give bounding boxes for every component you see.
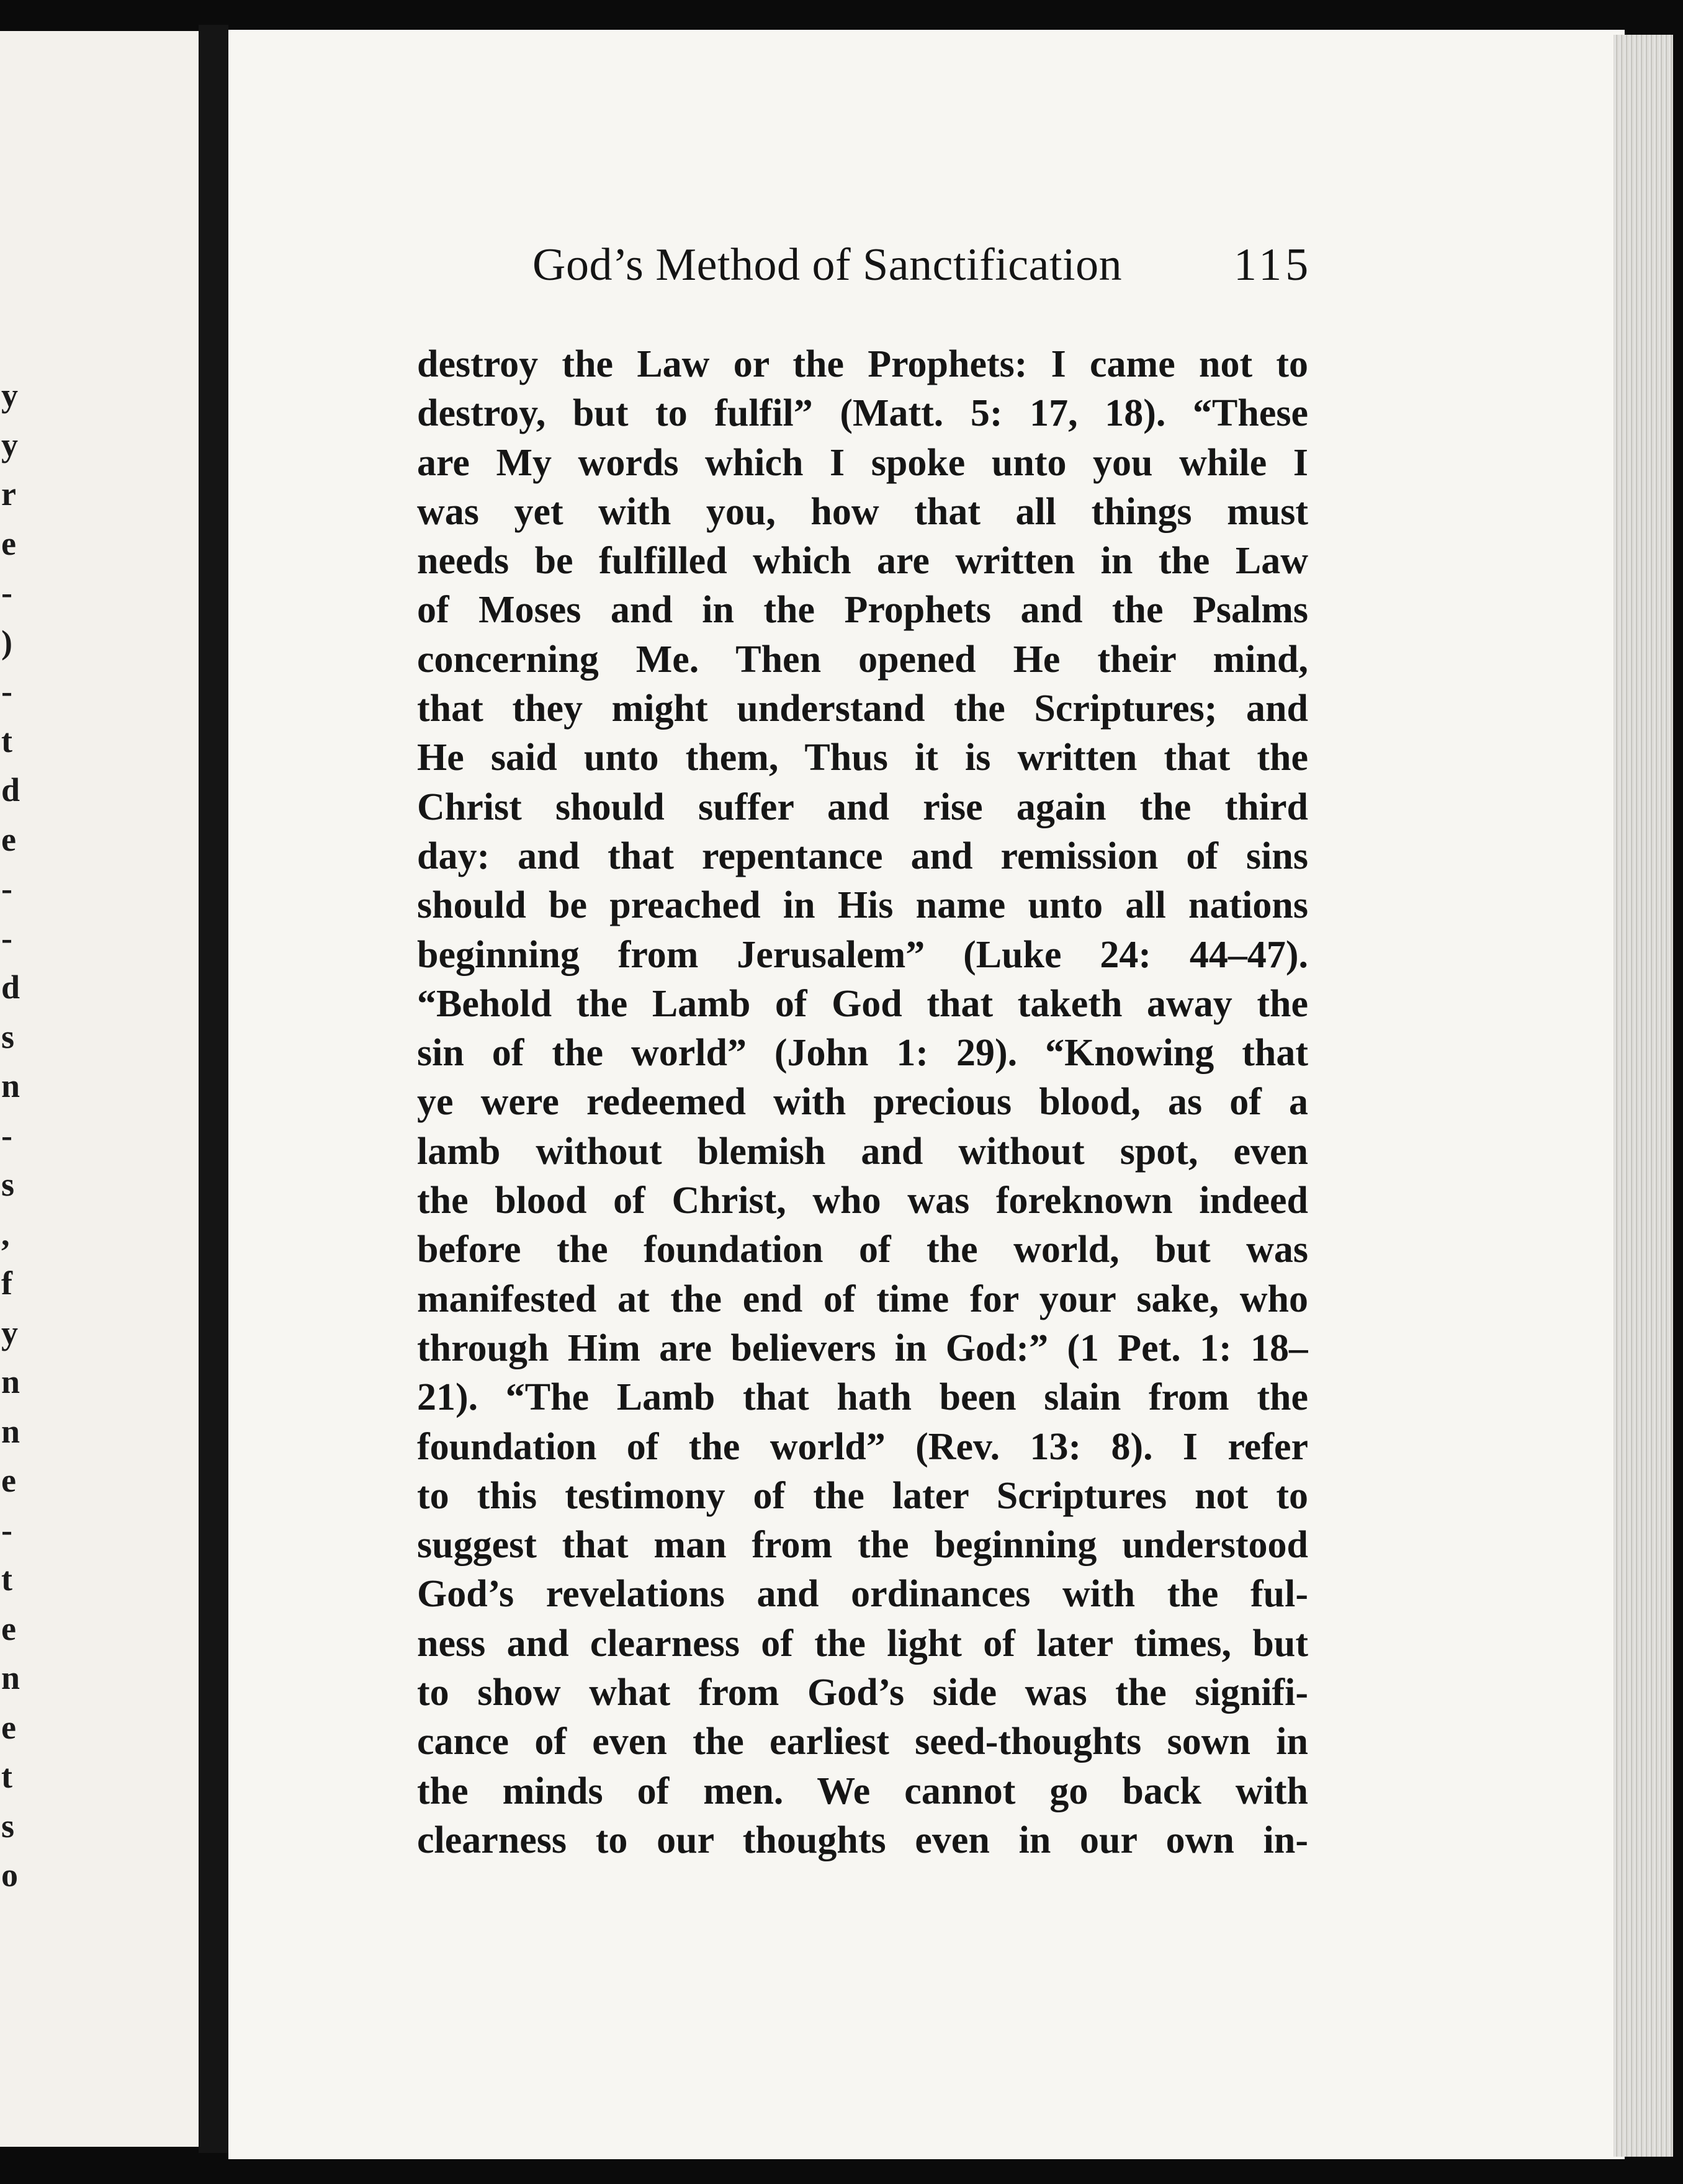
text-line: was yet with you, how that all things must bbox=[417, 490, 1308, 533]
text-line: concerning Me. Then opened He their mind, bbox=[417, 638, 1308, 681]
left-margin-char: - bbox=[1, 673, 12, 710]
left-margin-char: e bbox=[1, 1462, 16, 1499]
left-margin-char: o bbox=[1, 1856, 18, 1894]
left-margin-char: s bbox=[1, 1018, 15, 1055]
text-line: day: and that repentance and remission of sins bbox=[417, 835, 1308, 877]
text-line: the blood of Christ, who was foreknown indeed bbox=[417, 1179, 1308, 1222]
text-line: the minds of men. We cannot go back with bbox=[417, 1770, 1308, 1812]
text-line: manifested at the end of time for your sake, who bbox=[417, 1278, 1308, 1320]
left-margin-char: n bbox=[1, 1412, 20, 1450]
text-line: ye were redeemed with precious blood, as of a bbox=[417, 1081, 1308, 1124]
text-line: suggest that man from the beginning understood bbox=[417, 1524, 1308, 1567]
body-text bbox=[417, 340, 1308, 1865]
left-margin-char: y bbox=[1, 377, 18, 414]
text-line: to this testimony of the later Scriptures not to bbox=[417, 1474, 1308, 1517]
text-line: that they might understand the Scriptures; and bbox=[417, 687, 1308, 730]
text-line: cance of even the earliest seed-thoughts sown in bbox=[417, 1721, 1308, 1763]
left-margin-char: ) bbox=[1, 623, 12, 661]
left-margin-char: y bbox=[1, 1314, 18, 1351]
left-margin-char: e bbox=[1, 1609, 16, 1647]
left-margin-char: - bbox=[1, 870, 12, 907]
left-margin-char: t bbox=[1, 1560, 12, 1598]
text-line: God’s revelations and ordinances with the ful- bbox=[417, 1573, 1308, 1616]
text-line: are My words which I spoke unto you while I bbox=[417, 441, 1308, 484]
left-margin-char: s bbox=[1, 1166, 15, 1203]
text-line: Christ should suffer and rise again the third bbox=[417, 785, 1308, 828]
text-line: to show what from God’s side was the signifi- bbox=[417, 1672, 1308, 1714]
text-line: He said unto them, Thus it is written that the bbox=[417, 736, 1308, 779]
left-page bbox=[0, 31, 199, 2147]
left-margin-char: - bbox=[1, 1511, 12, 1549]
text-line: should be preached in His name unto all nations bbox=[417, 884, 1308, 927]
running-head-title: God’s Method of Sanctification bbox=[532, 239, 1123, 290]
text-line: 21). “The Lamb that hath been slain from the bbox=[417, 1376, 1308, 1419]
text-line: needs be fulfilled which are written in the Law bbox=[417, 540, 1308, 583]
left-margin-char: r bbox=[1, 475, 16, 512]
text-line: of Moses and in the Prophets and the Psalms bbox=[417, 589, 1308, 632]
text-line: lamb without blemish and without spot, even bbox=[417, 1130, 1308, 1173]
left-margin-char: n bbox=[1, 1659, 20, 1696]
left-margin-char: d bbox=[1, 771, 20, 808]
left-margin-char: e bbox=[1, 820, 16, 858]
left-margin-char: t bbox=[1, 1758, 12, 1795]
left-margin-char: - bbox=[1, 919, 12, 957]
left-margin-char: n bbox=[1, 1067, 20, 1104]
left-margin-char: , bbox=[1, 1215, 10, 1253]
left-margin-char: f bbox=[1, 1264, 12, 1302]
left-margin-char: n bbox=[1, 1363, 20, 1400]
left-margin-char: d bbox=[1, 969, 20, 1006]
text-line: through Him are believers in God:” (1 Pet. 1: 18– bbox=[417, 1327, 1308, 1369]
text-line: sin of the world” (John 1: 29). “Knowing that bbox=[417, 1032, 1308, 1075]
text-line: clearness to our thoughts even in our own in- bbox=[417, 1819, 1308, 1861]
text-line: before the foundation of the world, but was bbox=[417, 1228, 1308, 1271]
left-page-margin-text bbox=[0, 371, 50, 1900]
left-margin-char: t bbox=[1, 722, 12, 759]
left-margin-char: s bbox=[1, 1807, 15, 1845]
left-margin-char: e bbox=[1, 1708, 16, 1746]
left-margin-char: e bbox=[1, 524, 16, 562]
text-line: destroy the Law or the Prophets: I came not to bbox=[417, 343, 1308, 385]
page-edges bbox=[1613, 35, 1673, 2157]
running-head bbox=[532, 239, 1314, 292]
text-line: beginning from Jerusalem” (Luke 24: 44–47). bbox=[417, 933, 1308, 976]
page-number: 115 bbox=[1234, 239, 1313, 290]
text-line: destroy, but to fulfil” (Matt. 5: 17, 18). “These bbox=[417, 392, 1308, 435]
left-margin-char: y bbox=[1, 426, 18, 463]
text-line: “Behold the Lamb of God that taketh away the bbox=[417, 982, 1308, 1025]
left-margin-char: - bbox=[1, 1116, 12, 1154]
text-line: ness and clearness of the light of later times, but bbox=[417, 1622, 1308, 1665]
text-line: foundation of the world” (Rev. 13: 8). I refer bbox=[417, 1425, 1308, 1468]
left-margin-char: - bbox=[1, 574, 12, 611]
book-gutter bbox=[199, 25, 228, 2153]
